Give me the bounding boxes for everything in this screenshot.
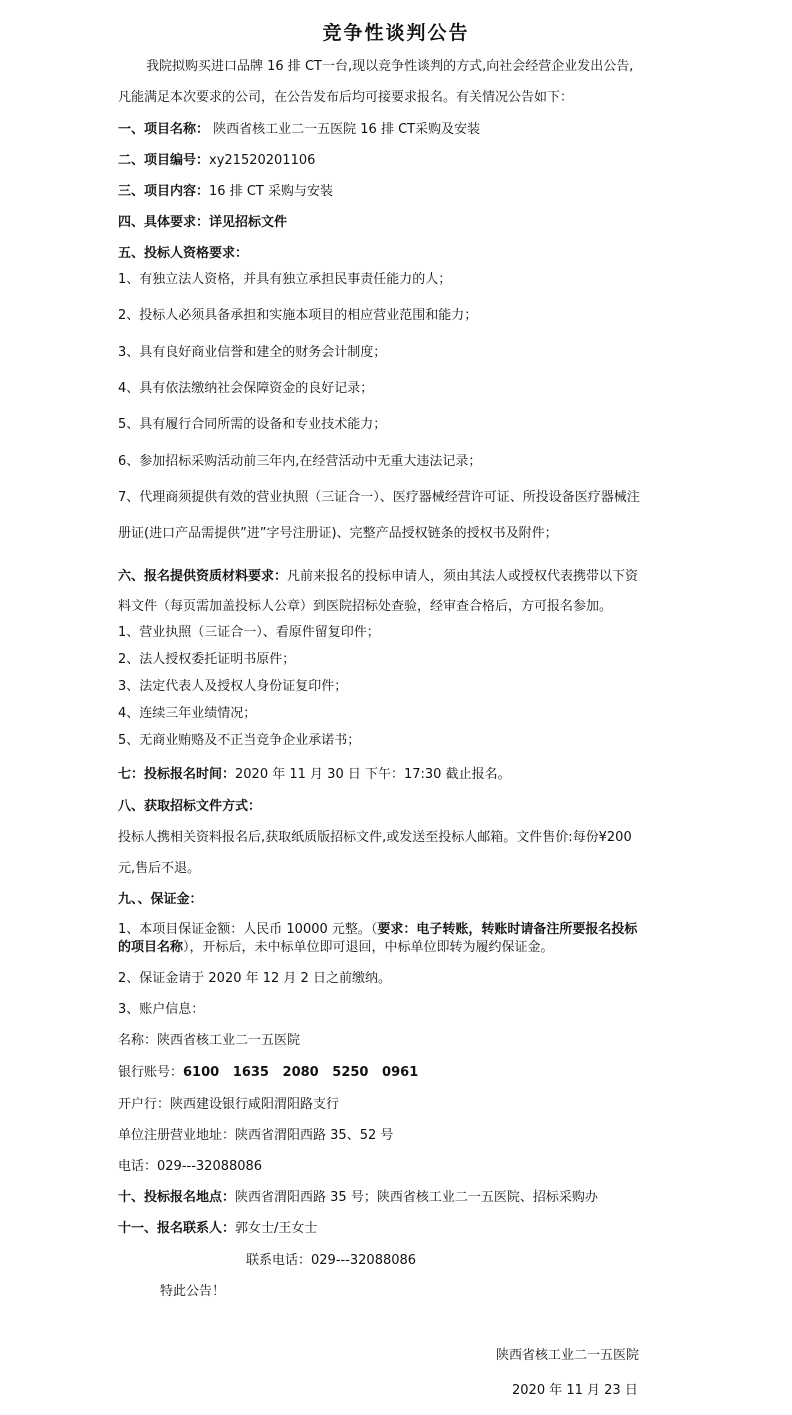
section-6-text: 凡前来报名的投标申请人，须由其法人或授权代表携带以下资 [287, 569, 639, 584]
signature: 陕西省核工业二一五医院 [496, 1348, 640, 1363]
account-name [118, 1031, 300, 1051]
bank-account-label: 银行账号： [118, 1065, 184, 1080]
section-2 [118, 151, 315, 171]
section-1 [118, 120, 480, 140]
section-10-value: 陕西省渭阳西路 35 号；陕西省核工业二一五医院、招标采购办 [235, 1190, 598, 1205]
deposit-deadline: 2、保证金请于 2020 年 12 月 2 日之前缴纳。 [118, 971, 391, 986]
section-1-value: 陕西省核工业二一五医院 16 排 CT采购及安装 [209, 122, 481, 137]
bank-branch [118, 1095, 339, 1115]
section-11-label: 十一、报名联系人： [118, 1221, 236, 1236]
section-5-label: 五、投标人资格要求： [118, 246, 249, 261]
material-item: 2、法人授权委托证明书原件； [118, 652, 296, 667]
account-name-value: 陕西省核工业二一五医院 [157, 1033, 301, 1048]
section-4: 四、具体要求：详见招标文件 [118, 215, 288, 230]
section-11-value: 郭女士/王女士 [235, 1221, 318, 1236]
section-8-text-cont: 元,售后不退。 [118, 861, 201, 876]
section-7-label: 七：投标报名时间： [118, 767, 236, 782]
deposit-amount [118, 920, 637, 940]
contact-phone: 联系电话：029---32088086 [246, 1253, 417, 1268]
qualification-item: 5、具有履行合同所需的设备和专业技术能力； [118, 417, 387, 432]
section-3-label: 三、项目内容： [118, 184, 210, 199]
qualification-item-cont: 册证(进口产品需提供”进”字号注册证)、完整产品授权链条的授权书及附件； [118, 526, 558, 541]
section-10 [118, 1188, 598, 1208]
qualification-item: 4、具有依法缴纳社会保障资金的良好记录； [118, 381, 374, 396]
deposit-amount-cont [118, 938, 554, 958]
account-info-label: 3、账户信息： [118, 1002, 205, 1017]
section-3 [118, 182, 333, 202]
registered-address-label: 单位注册营业地址： [118, 1128, 236, 1143]
material-item: 3、法定代表人及授权人身份证复印件； [118, 679, 348, 694]
bank-branch-value: 陕西建设银行咸阳渭阳路支行 [170, 1097, 340, 1112]
qualification-item: 1、有独立法人资格，并具有独立承担民事责任能力的人； [118, 272, 452, 287]
section-2-value: xy21520201106 [209, 153, 316, 168]
qualification-item: 2、投标人必须具备承担和实施本项目的相应营业范围和能力； [118, 308, 478, 323]
deposit-requirement-cont: 的项目名称 [118, 940, 184, 955]
deposit-amount-text: 1、本项目保证金额：人民币 10000 元整。（ [118, 922, 378, 937]
section-2-label: 二、项目编号： [118, 153, 210, 168]
material-item: 4、连续三年业绩情况； [118, 706, 257, 721]
intro-line-1: 我院拟购买进口品牌 16 排 CT一台,现以竞争性谈判的方式,向社会经营企业发出公告, [146, 59, 634, 74]
intro-line-2: 凡能满足本次要求的公司，在公告发布后均可接要求报名。有关情况公告如下： [118, 90, 574, 105]
phone [118, 1157, 262, 1177]
material-item: 5、无商业贿赂及不正当竞争企业承诺书； [118, 733, 361, 748]
section-6-label: 六、报名提供资质材料要求： [118, 569, 288, 584]
section-7-value: 2020 年 11 月 30 日 下午：17:30 截止报名。 [235, 767, 511, 782]
section-6 [118, 567, 638, 587]
bank-account-number: 6100 1635 2080 5250 0961 [183, 1065, 419, 1080]
qualification-item: 7、代理商须提供有效的营业执照（三证合一）、医疗器械经营许可证、所投设备医疗器械注 [118, 490, 640, 505]
registered-address [118, 1126, 393, 1146]
section-8-text: 投标人携相关资料报名后,获取纸质版招标文件,或发送至投标人邮箱。文件售价:每份¥200 [118, 830, 632, 845]
phone-value: 029---32088086 [157, 1159, 263, 1174]
section-3-value: 16 排 CT 采购与安装 [209, 184, 333, 199]
qualification-item: 6、参加招标采购活动前三年内,在经营活动中无重大违法记录； [118, 454, 482, 469]
bank-branch-label: 开户行： [118, 1097, 171, 1112]
section-8-label: 八、获取招标文件方式： [118, 799, 262, 814]
bank-account [118, 1063, 418, 1083]
deposit-requirement: 要求：电子转账，转账时请备注所要报名投标 [377, 922, 638, 937]
deposit-refund-text: ），开标后，未中标单位即可退回，中标单位即转为履约保证金。 [183, 940, 554, 955]
section-1-label: 一、项目名称： [118, 122, 210, 137]
section-11 [118, 1219, 317, 1239]
section-7 [118, 765, 511, 785]
page-title: 竞争性谈判公告 [322, 22, 470, 44]
date: 2020 年 11 月 23 日 [512, 1383, 638, 1398]
material-item: 1、营业执照（三证合一）、看原件留复印件； [118, 625, 380, 640]
registered-address-value: 陕西省渭阳西路 35、52 号 [235, 1128, 394, 1143]
account-name-label: 名称： [118, 1033, 158, 1048]
phone-label: 电话： [118, 1159, 158, 1174]
qualification-item: 3、具有良好商业信誉和建全的财务会计制度； [118, 345, 387, 360]
closing-text: 特此公告！ [160, 1284, 226, 1299]
section-6-text-cont: 料文件（每页需加盖投标人公章）到医院招标处查验，经审查合格后，方可报名参加。 [118, 599, 613, 614]
section-9-label: 九、、保证金： [118, 892, 203, 907]
section-10-label: 十、投标报名地点： [118, 1190, 236, 1205]
